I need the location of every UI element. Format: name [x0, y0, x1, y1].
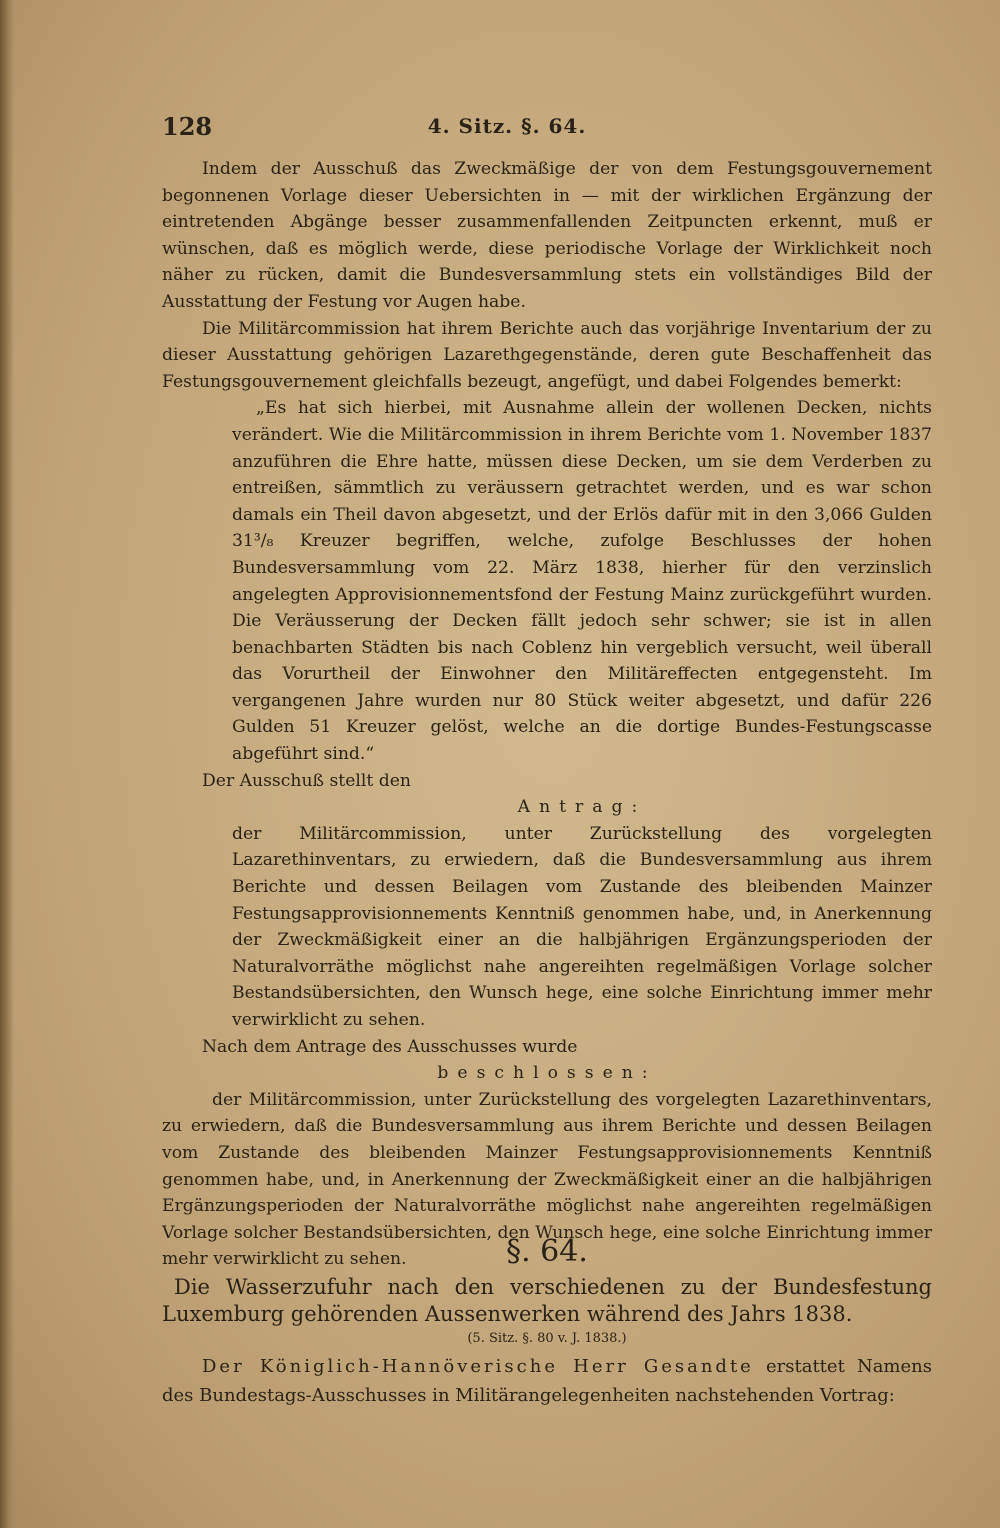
running-head: 4. Sitz. §. 64.: [427, 114, 587, 138]
quoted-report: „Es hat sich hierbei, mit Ausnahme allein der wollenen Decken, nichts verändert. Wie die Militärcommission in ihrem Berichte vom 1. November 1837 anzuführen die Ehre hatte, müssen diese Decken, um sie dem Verderben zu entreißen, sämmtlich zu veräussern getrachtet werden, und es war schon damals ein Theil davon abgesetzt, und der Erlös dafür mit in den 3,066 Gulden 31³/₈ Kreuzer begriffen, welche, zufolge Beschlusses der hohen Bundesversammlung vom 22. März 1838, hierher für den verzinslich angelegten Approvisionnementsfond der Festung Mainz zurückgeführt wurden. Die Veräusserung der Decken fällt jedoch sehr schwer; sie ist in allen benachbarten Städten bis nach Coblenz hin vergeblich versucht, weil überall das Vorurtheil der Einwohner den Militäreffecten entgegensteht. Im vergangenen Jahre wurden nur 80 Stück weiter abgesetzt, und dafür 226 Gulden 51 Kreuzer gelöst, welche an die dortige Bundes-Festungscasse abgeführt sind.“: [232, 398, 932, 765]
paragraph-committee-assessment: Indem der Ausschuß das Zweckmäßige der von dem Festungsgouvernement begonnenen Vorlage dieser Uebersichten in — mit der wirklichen Ergänzung der eintretenden Abgänge besser zusammenfallenden Zeitpuncten erkennt, muß er wünschen, daß es möglich werde, diese periodische Vorlage der Wirklichkeit noch näher zu rücken, damit die Bundesversammlung stets ein vollständiges Bild der Ausstattung der Festung vor Augen habe.: [162, 159, 932, 312]
section-title: Die Wasserzufuhr nach den verschiedenen zu der Bundesfestung Luxemburg gehörenden Aussenwerken während des Jahrs 1838.: [162, 1275, 932, 1326]
section-reference: (5. Sitz. §. 80 v. J. 1838.): [467, 1331, 627, 1346]
paragraph-military-commission-report: Die Militärcommission hat ihrem Berichte auch das vorjährige Inventarium der zu dieser Ausstattung gehörigen Lazarethgegenstände, deren gute Beschaffenheit das Festungsgouvernement gleichfalls bezeugt, angefügt, und dabei Folgendes bemerkt:: [162, 318, 932, 392]
page-number: 128: [162, 112, 213, 141]
antrag-text: der Militärcommission, unter Zurückstellung des vorgelegten Lazarethinventars, zu erwiedern, daß die Bundesversammlung aus ihrem Berichte und dessen Beilagen vom Zustande des bleibenden Mainzer Festungsapprovisionnements Kenntniß genommen habe, und, in Anerkennung der Zweckmäßigkeit einer an die halbjährigen Ergänzungsperioden der Naturalvorräthe möglichst nahe angereihten regelmäßigen Vorlage solcher Bestandsübersichten, den Wunsch hege, eine solche Einrichtung immer mehr verwirklicht zu sehen.: [232, 823, 932, 1030]
beschlossen-heading: beschlossen:: [437, 1063, 657, 1084]
section-body-rest: erstattet Namens des Bundestags-Ausschusses in Militärangelegenheiten nachstehenden Vortrag:: [162, 1356, 932, 1406]
section-number: §. 64.: [506, 1234, 588, 1269]
resolution-intro: Nach dem Antrage des Ausschusses wurde: [202, 1036, 578, 1057]
page-header: [162, 112, 932, 148]
page-binding-edge: [0, 0, 14, 1528]
committee-intro: Der Ausschuß stellt den: [202, 770, 411, 791]
resolution-text: der Militärcommission, unter Zurückstellung des vorgelegten Lazarethinventars, zu erwiedern, daß die Bundesversammlung aus ihrem Berichte und dessen Beilagen vom Zustande des bleibenden Mainzer Festungsapprovisionnements Kenntniß genommen habe, und, in Anerkennung der Zweckmäßigkeit einer an die halbjährigen Ergänzungsperioden der Naturalvorräthe möglichst nahe angereihten regelmäßigen Vorlage solcher Bestandsübersichten, den Wunsch hege, eine solche Einrichtung immer mehr verwirklicht zu sehen.: [162, 1089, 932, 1270]
section-speaker: Der Königlich-Hannöverische Herr Gesandte: [202, 1356, 754, 1377]
section-64: [162, 1232, 932, 1410]
antrag-heading: Antrag:: [517, 797, 647, 818]
section-body: [162, 1352, 932, 1410]
main-text: [162, 156, 932, 1273]
